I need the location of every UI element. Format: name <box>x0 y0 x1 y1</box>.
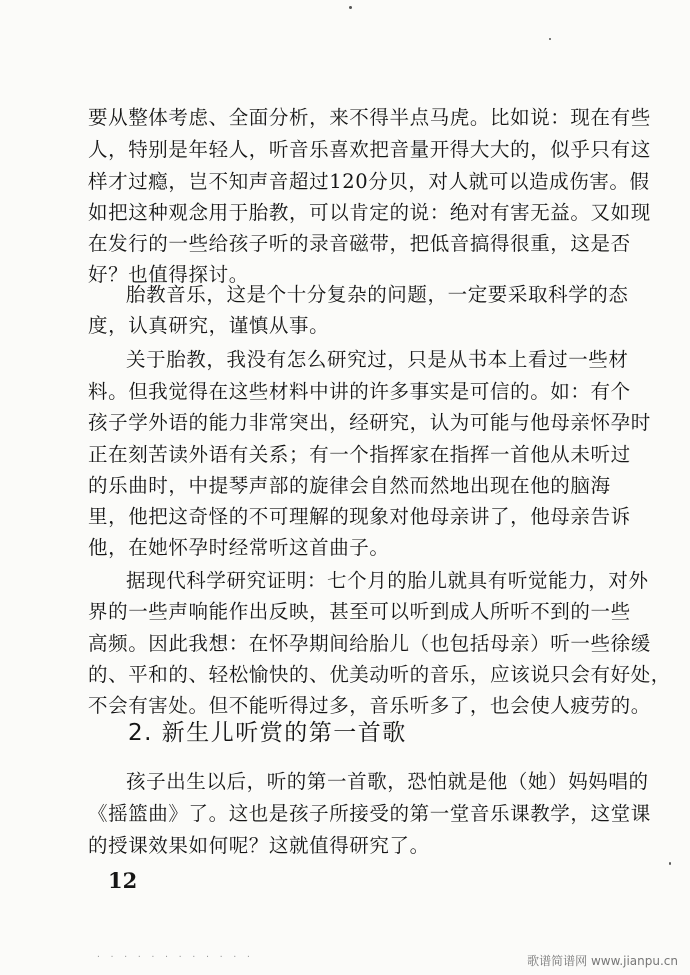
text-line: 如把这种观念用于胎教，可以肯定的说：绝对有害无益。又如现 <box>88 201 651 224</box>
text-line: 高频。因此我想：在怀孕期间给胎儿（也包括母亲）听一些徐缓 <box>88 632 651 655</box>
text-line: 在发行的一些给孩子听的录音磁带，把低音搞得很重，这是否 <box>88 232 631 255</box>
text-line: 他，在她怀孕时经常听这首曲子。 <box>88 536 390 559</box>
text-line: 好？也值得探讨。 <box>88 263 249 286</box>
text-line: 人，特别是年轻人，听音乐喜欢把音量开得大大的，似乎只有这 <box>88 138 651 161</box>
scan-speck <box>549 38 551 40</box>
watermark: 歌谱简谱网 www.jianpu.cn <box>527 954 678 968</box>
text-line: 胎教音乐，这是个十分复杂的问题，一定要采取科学的态 <box>126 283 629 306</box>
page-number: 12 <box>108 868 138 893</box>
text-line: 度，认真研究，谨慎从事。 <box>88 314 330 337</box>
text-line: 里，他把这奇怪的不可理解的现象对他母亲讲了，他母亲告诉 <box>88 505 631 528</box>
text-line: 孩子学外语的能力非常突出，经研究，认为可能与他母亲怀孕时 <box>88 411 651 434</box>
text-line: 正在刻苦读外语有关系；有一个指挥家在指挥一首他从未听过 <box>88 443 631 466</box>
scan-speck <box>349 6 352 9</box>
text-line: 界的一些声响能作出反映，甚至可以听到成人所听不到的一些 <box>88 600 631 623</box>
scan-speck <box>669 862 671 865</box>
text-line: 的乐曲时，中提琴声部的旋律会自然而然地出现在他的脑海 <box>88 474 611 497</box>
text-line: 不会有害处。但不能听得过多，音乐听多了，也会使人疲劳的。 <box>88 694 651 717</box>
text-line: 料。但我觉得在这些材料中讲的许多事实是可信的。如：有个 <box>88 380 631 403</box>
text-line: 要从整体考虑、全面分析，来不得半点马虎。比如说：现在有些 <box>88 106 651 129</box>
text-line: 据现代科学研究证明：七个月的胎儿就具有听觉能力，对外 <box>126 569 649 592</box>
text-line: 《摇篮曲》了。这也是孩子所接受的第一堂音乐课教学，这堂课 <box>88 802 651 825</box>
text-line: 的授课效果如何呢？这就值得研究了。 <box>88 834 430 857</box>
scan-noise: . . . . . . . . . . . . <box>96 950 253 959</box>
section-heading: 2. 新生儿听赏的第一首歌 <box>128 720 407 746</box>
text-line: 样才过瘾，岂不知声音超过120分贝，对人就可以造成伤害。假 <box>88 170 650 193</box>
text-line: 孩子出生以后，听的第一首歌，恐怕就是他（她）妈妈唱的 <box>126 770 649 793</box>
text-line: 的、平和的、轻松愉快的、优美动听的音乐，应该说只会有好处， <box>88 663 671 686</box>
text-line: 关于胎教，我没有怎么研究过，只是从书本上看过一些材 <box>126 348 629 371</box>
